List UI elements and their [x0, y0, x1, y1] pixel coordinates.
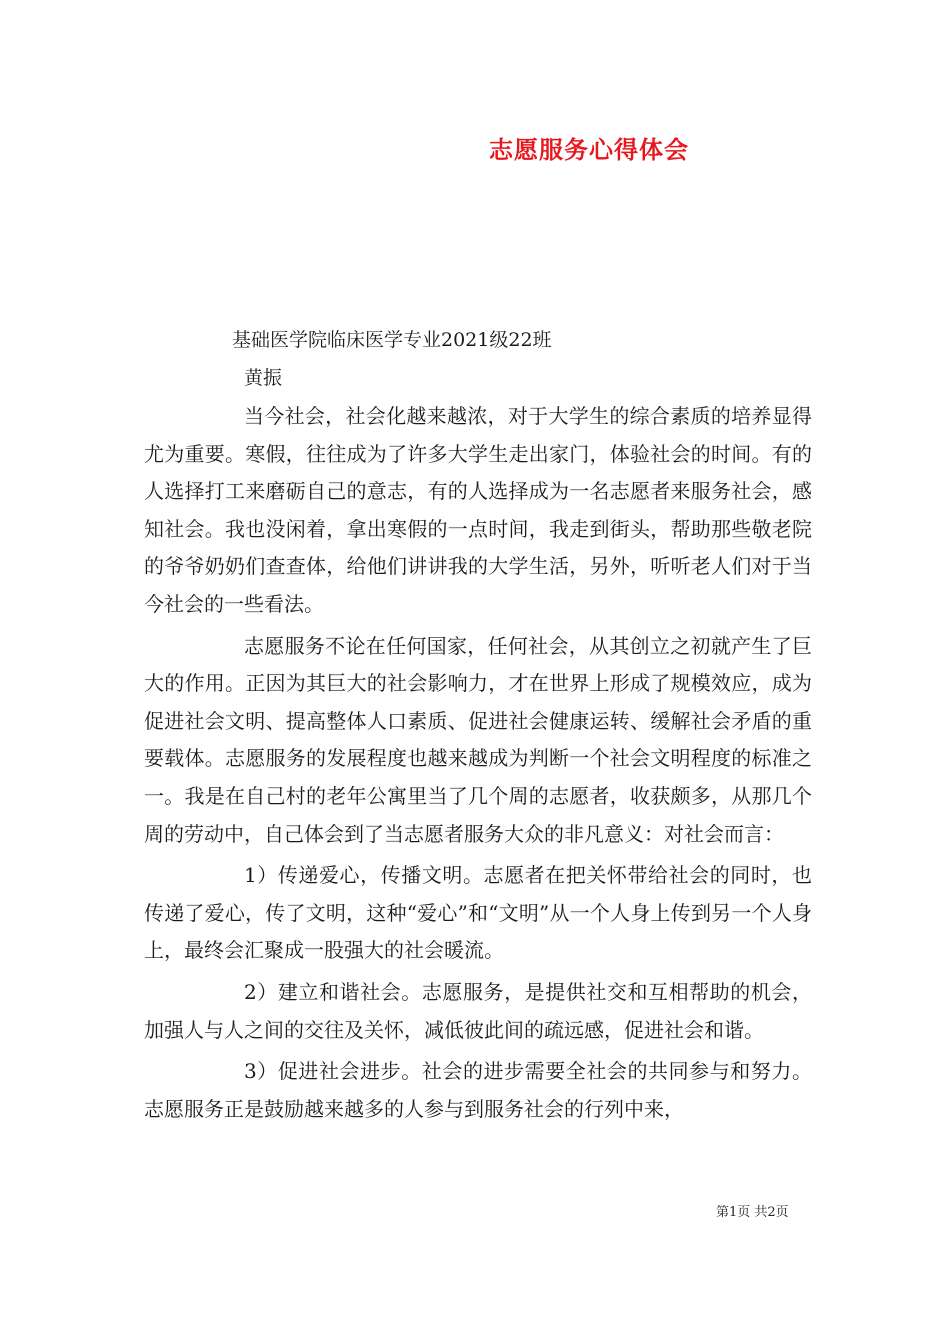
paragraph: 3）促进社会进步。社会的进步需要全社会的共同参与和努力。志愿服务正是鼓励越来越多的人参与到服务社会的行列中来，	[144, 1059, 812, 1121]
document-title: 志愿服务心得体会	[489, 135, 689, 164]
paragraph: 当今社会，社会化越来越浓，对于大学生的综合素质的培养显得尤为重要。寒假，往往成为了许多大学生走出家门，体验社会的时间。有的人选择打工来磨砺自己的意志，有的人选择成为一名志愿者来服务社会，感知社会。我也没闲着，拿出寒假的一点时间，我走到街头，帮助那些敬老院的爷爷奶奶们查查体，给他们讲讲我的大学生活，另外，听听老人们对于当今社会的一些看法。	[144, 404, 812, 616]
paragraph: 志愿服务不论在任何国家，任何社会，从其创立之初就产生了巨大的作用。正因为其巨大的社会影响力，才在世界上形成了规模效应，成为促进社会文明、提高整体人口素质、促进社会健康运转、缓解社会矛盾的重要载体。志愿服务的发展程度也越来越成为判断一个社会文明程度的标准之一。我是在自己村的老年公寓里当了几个周的志愿者，收获颇多，从那几个周的劳动中，自己体会到了当志愿者服务大众的非凡意义：对社会而言：	[144, 633, 812, 846]
author-affiliation: 基础医学院临床医学专业2021级22班	[232, 329, 552, 351]
paragraph: 2）建立和谐社会。志愿服务，是提供社交和互相帮助的机会，加强人与人之间的交往及关怀，减低彼此间的疏远感，促进社会和谐。	[144, 979, 812, 1042]
document-body	[144, 398, 812, 1132]
paragraph: 1）传递爱心，传播文明。志愿者在把关怀带给社会的同时，也传递了爱心，传了文明，这种“爱心”和“文明”从一个人身上传到另一个人身上，最终会汇聚成一股强大的社会暖流。	[144, 863, 812, 963]
page-number-footer: 第1页 共2页	[716, 1205, 789, 1220]
author-name: 黄振	[244, 367, 283, 389]
